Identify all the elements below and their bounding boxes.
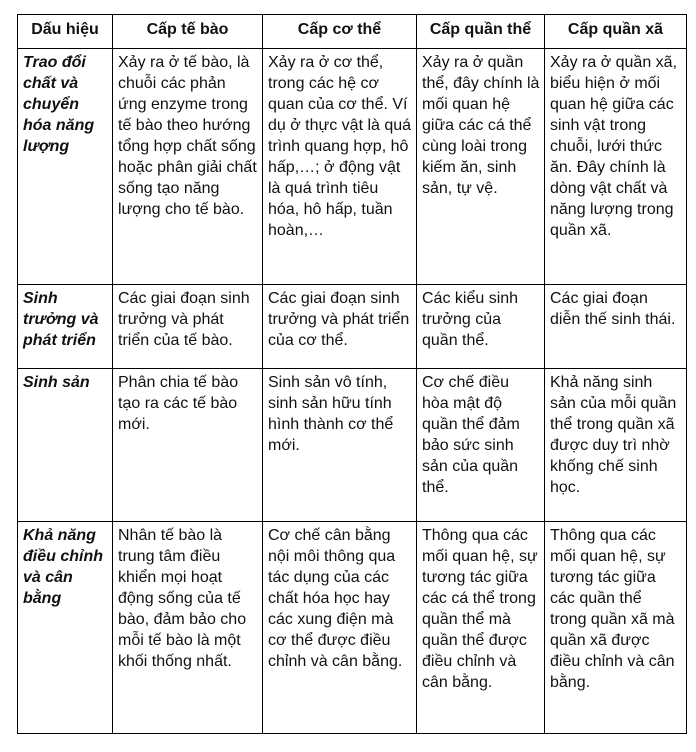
table-cell: Thông qua các mối quan hệ, sự tương tác giữa các quần thể trong quần xã mà quần xã được điều chỉnh và cân bằng. bbox=[545, 522, 687, 734]
comparison-table bbox=[17, 14, 687, 734]
row-sign: Khả năng điều chỉnh và cân bằng bbox=[18, 522, 113, 734]
header-cell-level: Cấp tế bào bbox=[113, 15, 263, 49]
header-organism-level: Cấp cơ thể bbox=[263, 15, 417, 49]
table-cell: Cơ chế điều hòa mật độ quần thể đảm bảo sức sinh sản của quần thể. bbox=[417, 369, 545, 522]
row-sign: Sinh sản bbox=[18, 369, 113, 522]
table-header-row bbox=[18, 15, 687, 49]
table-cell: Các kiểu sinh trưởng của quần thể. bbox=[417, 285, 545, 369]
table-cell: Phân chia tế bào tạo ra các tế bào mới. bbox=[113, 369, 263, 522]
row-sign: Sinh trưởng và phát triển bbox=[18, 285, 113, 369]
table-cell: Cơ chế cân bằng nội môi thông qua tác dụng của các chất hóa học hay các xung điện mà cơ thể được điều chỉnh và cân bằng. bbox=[263, 522, 417, 734]
header-sign: Dấu hiệu bbox=[18, 15, 113, 49]
row-sign: Trao đổi chất và chuyển hóa năng lượng bbox=[18, 48, 113, 285]
header-community-level: Cấp quần xã bbox=[545, 15, 687, 49]
table-cell: Thông qua các mối quan hệ, sự tương tác giữa các cá thể trong quần thể mà quần thể được điều chỉnh và cân bằng. bbox=[417, 522, 545, 734]
table-cell: Sinh sản vô tính, sinh sản hữu tính hình thành cơ thể mới. bbox=[263, 369, 417, 522]
table-cell: Các giai đoạn sinh trưởng và phát triển của cơ thể. bbox=[263, 285, 417, 369]
table-row bbox=[18, 522, 687, 734]
table-row bbox=[18, 48, 687, 285]
table-cell: Xảy ra ở cơ thể, trong các hệ cơ quan của cơ thể. Ví dụ ở thực vật là quá trình quang hợp, hô hấp,…; ở động vật là quá trình tiêu hóa, hô hấp, tuần hoàn,… bbox=[263, 48, 417, 285]
table-cell: Khả năng sinh sản của mỗi quần thể trong quần xã được duy trì nhờ khống chế sinh học. bbox=[545, 369, 687, 522]
table-cell: Xảy ra ở quần xã, biểu hiện ở mối quan hệ giữa các sinh vật trong chuỗi, lưới thức ăn. Đây chính là dòng vật chất và năng lượng trong quần xã. bbox=[545, 48, 687, 285]
header-population-level: Cấp quần thể bbox=[417, 15, 545, 49]
table-row bbox=[18, 285, 687, 369]
table-cell: Xảy ra ở tế bào, là chuỗi các phản ứng enzyme trong tế bào theo hướng tổng hợp chất sống hoặc phân giải chất sống tạo năng lượng cho tế bào. bbox=[113, 48, 263, 285]
table-cell: Nhân tế bào là trung tâm điều khiển mọi hoạt động sống của tế bào, đảm bảo cho mỗi tế bào là một khối thống nhất. bbox=[113, 522, 263, 734]
table-cell: Xảy ra ở quần thể, đây chính là mối quan hệ giữa các cá thể cùng loài trong kiếm ăn, sinh sản, tự vệ. bbox=[417, 48, 545, 285]
table-cell: Các giai đoạn sinh trưởng và phát triển của tế bào. bbox=[113, 285, 263, 369]
table-cell: Các giai đoạn diễn thế sinh thái. bbox=[545, 285, 687, 369]
table-row bbox=[18, 369, 687, 522]
